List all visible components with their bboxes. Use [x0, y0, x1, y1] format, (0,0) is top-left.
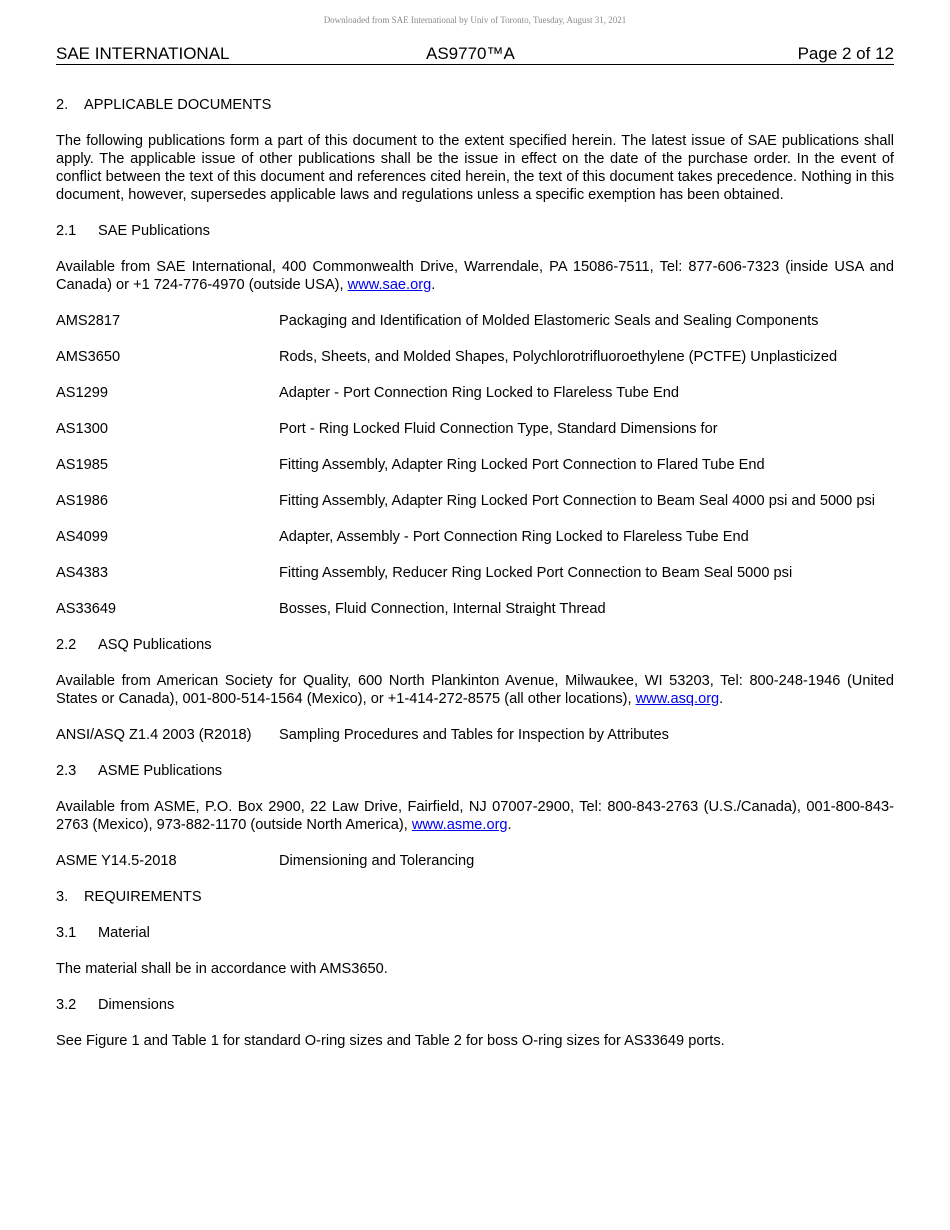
ref-as33649 [56, 600, 894, 618]
section-title: ASQ Publications [98, 637, 212, 653]
asme-availability: Available from ASME, P.O. Box 2900, 22 Law Drive, Fairfield, NJ 07007-2900, Tel: 800-843-2763 (U.S./Canada), 001-800-843-2763 (Mexico), 973-882-1170 (outside North America), www.asme.org. [56, 799, 894, 833]
sae-availability: Available from SAE International, 400 Commonwealth Drive, Warrendale, PA 15086-7511, Tel: 877-606-7323 (inside USA and Canada) or +1 724-776-4970 (outside USA), www.sae.org. [56, 259, 894, 293]
section-number: 2.1 [56, 223, 77, 239]
ref-id: AS1986 [56, 493, 108, 509]
header-org: SAE INTERNATIONAL [56, 44, 230, 63]
ref-id: AS33649 [56, 601, 117, 617]
ref-ams2817 [56, 312, 894, 330]
dimensions-text: See Figure 1 and Table 1 for standard O-ring sizes and Table 2 for boss O-ring sizes for AS33649 ports. [56, 1033, 725, 1049]
ref-title: Bosses, Fluid Connection, Internal Straight Thread [279, 601, 606, 617]
ref-title: Fitting Assembly, Adapter Ring Locked Port Connection to Beam Seal 4000 psi and 5000 psi [279, 493, 875, 509]
section-number: 2. [56, 97, 69, 113]
header-doc-number: AS9770™A [426, 44, 515, 63]
ref-title: Dimensioning and Tolerancing [279, 853, 475, 869]
section-title: SAE Publications [98, 223, 210, 239]
section-heading-3 [56, 888, 894, 906]
section-heading-2-2 [56, 636, 894, 654]
ref-as1986 [56, 492, 894, 510]
ref-ams3650 [56, 348, 894, 366]
download-watermark: Downloaded from SAE International by Univ of Toronto, Tuesday, August 31, 2021 [323, 15, 627, 25]
ref-title: Rods, Sheets, and Molded Shapes, Polychlorotrifluoroethylene (PCTFE) Unplasticized [279, 349, 838, 365]
ref-id: AMS2817 [56, 313, 121, 329]
section-number: 2.3 [56, 763, 77, 779]
asq-link[interactable]: www.asq.org [635, 691, 720, 707]
section-title: Dimensions [98, 997, 175, 1013]
header-page-number: Page 2 of 12 [797, 44, 894, 63]
ref-as1985 [56, 456, 894, 474]
ref-title: Fitting Assembly, Reducer Ring Locked Port Connection to Beam Seal 5000 psi [279, 565, 793, 581]
section-heading-3-1 [56, 924, 894, 942]
ref-title: Sampling Procedures and Tables for Inspection by Attributes [279, 727, 669, 743]
ref-id: AS1299 [56, 385, 108, 401]
ref-id: AS1985 [56, 457, 108, 473]
availability-text: Available from American Society for Quality, 600 North Plankinton Avenue, Milwaukee, WI 53203, Tel: 800-248-1946 (United States or Canada), 001-800-514-1564 (Mexico), or +1-414-272-8575 (all other locations), [56, 673, 894, 707]
asme-link[interactable]: www.asme.org [411, 817, 508, 833]
document-body [56, 96, 894, 1068]
ref-as4383 [56, 564, 894, 582]
asq-availability: Available from American Society for Quality, 600 North Plankinton Avenue, Milwaukee, WI 53203, Tel: 800-248-1946 (United States or Canada), 001-800-514-1564 (Mexico), or +1-414-272-8575 (all other locations), www.asq.org. [56, 673, 894, 707]
section-heading-3-2 [56, 996, 894, 1014]
availability-text: Available from ASME, P.O. Box 2900, 22 Law Drive, Fairfield, NJ 07007-2900, Tel: 800-843-2763 (U.S./Canada), 001-800-843-2763 (Mexico), 973-882-1170 (outside North America), [56, 799, 894, 833]
section-number: 3.1 [56, 925, 77, 941]
section-title: ASME Publications [98, 763, 223, 779]
ref-as1300 [56, 420, 894, 438]
ref-as4099 [56, 528, 894, 546]
section-number: 3. [56, 889, 69, 905]
ref-id: AS4383 [56, 565, 108, 581]
ref-id: AMS3650 [56, 349, 121, 365]
section-number: 3.2 [56, 997, 77, 1013]
section-title: Material [98, 925, 150, 941]
ref-id: ANSI/ASQ Z1.4 2003 (R2018) [56, 727, 252, 743]
section-heading-2-1 [56, 222, 894, 240]
ref-title: Adapter, Assembly - Port Connection Ring Locked to Flareless Tube End [279, 529, 749, 545]
sae-link[interactable]: www.sae.org [347, 277, 432, 293]
section-heading-2 [56, 96, 894, 114]
ref-id: ASME Y14.5-2018 [56, 853, 177, 869]
ref-asme-y145 [56, 852, 894, 870]
ref-title: Adapter - Port Connection Ring Locked to Flareless Tube End [279, 385, 679, 401]
section-heading-2-3 [56, 762, 894, 780]
section-number: 2.2 [56, 637, 77, 653]
ref-title: Packaging and Identification of Molded Elastomeric Seals and Sealing Components [279, 313, 819, 329]
ref-title: Fitting Assembly, Adapter Ring Locked Port Connection to Flared Tube End [279, 457, 765, 473]
ref-id: AS1300 [56, 421, 108, 437]
material-text: The material shall be in accordance with AMS3650. [56, 961, 388, 977]
page-header [56, 44, 894, 65]
section-title: APPLICABLE DOCUMENTS [84, 97, 272, 113]
section-title: REQUIREMENTS [84, 889, 202, 905]
ref-ansi-asq-z14 [56, 726, 894, 744]
ref-id: AS4099 [56, 529, 108, 545]
availability-text: Available from SAE International, 400 Commonwealth Drive, Warrendale, PA 15086-7511, Tel: 877-606-7323 (inside USA and Canada) or +1 724-776-4970 (outside USA), [56, 259, 894, 293]
section-2-intro: The following publications form a part of this document to the extent specified herein. The latest issue of SAE publications shall apply. The applicable issue of other publications shall be the issue in effect on the date of the purchase order. In the event of conflict between the text of this document and references cited herein, the text of this document takes precedence. Nothing in this document, however, supersedes applicable laws and regulations unless a specific exemption has been obtained. [56, 133, 894, 203]
ref-as1299 [56, 384, 894, 402]
ref-title: Port - Ring Locked Fluid Connection Type, Standard Dimensions for [279, 421, 718, 437]
